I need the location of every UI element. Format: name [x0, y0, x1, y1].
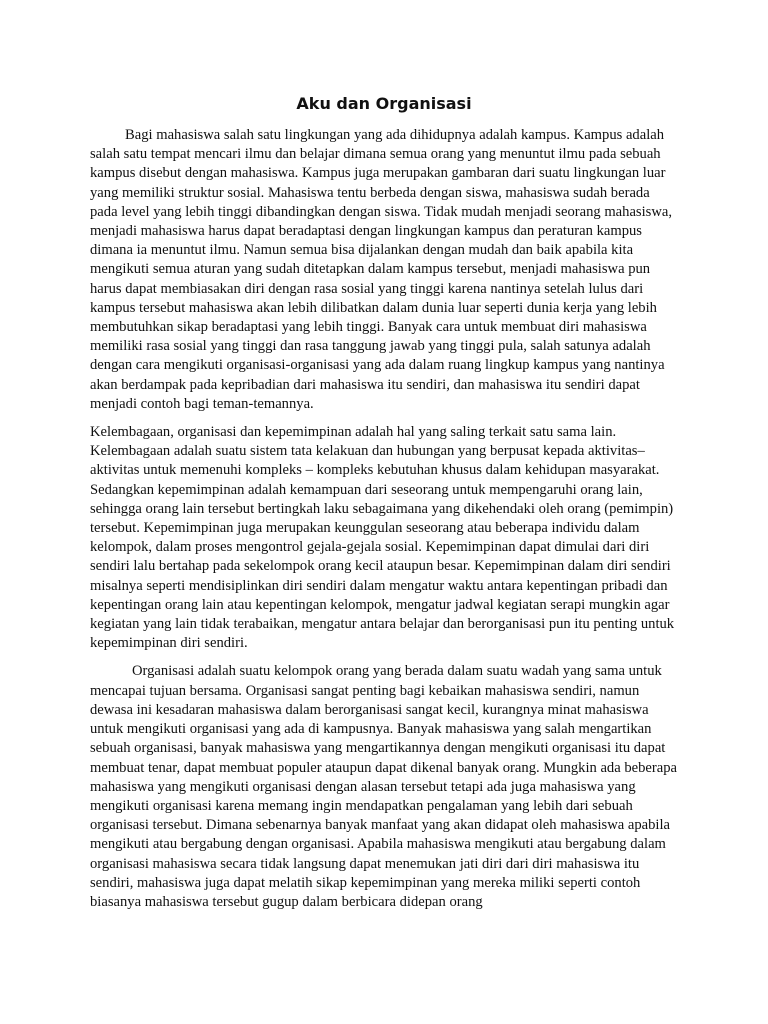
paragraph-1: Bagi mahasiswa salah satu lingkungan yang ada dihidupnya adalah kampus. Kampus adalah salah satu tempat mencari ilmu dan belajar dimana semua orang yang menuntut ilmu pada sebuah kampus disebut dengan mahasiswa. Kampus juga merupakan gambaran dari suatu lingkungan luar yang memiliki struktur sosial. Mahasiswa tentu berbeda dengan siswa, mahasiswa sudah berada pada level yang lebih tinggi dibandingkan dengan siswa. Tidak mudah menjadi seorang mahasiswa, menjadi mahasiswa harus dapat beradaptasi dengan lingkungan kampus dan peraturan kampus dimana ia menuntut ilmu. Namun semua bisa dijalankan dengan mudah dan baik apabila kita mengikuti semua aturan yang sudah ditetapkan dalam kampus tersebut, menjadi mahasiswa pun harus dapat membiasakan diri dengan rasa sosial yang tinggi karena nantinya setelah lulus dari kampus tersebut mahasiswa akan lebih dilibatkan dalam dunia luar seperti dunia kerja yang lebih membutuhkan sikap beradaptasi yang lebih tinggi. Banyak cara untuk membuat diri mahasiswa memiliki rasa sosial yang tinggi dan rasa tanggung jawab yang tinggi pula, salah satunya adalah dengan cara mengikuti organisasi-organisasi yang ada dalam ruang lingkup kampus yang nantinya akan berdampak pada kepribadian dari mahasiswa itu sendiri, dan mahasiswa itu sendiri dapat menjadi contoh bagi teman-temannya.: [90, 127, 673, 412]
paragraph-3: Organisasi adalah suatu kelompok orang yang berada dalam suatu wadah yang sama untuk mencapai tujuan bersama. Organisasi sangat penting bagi kebaikan mahasiswa sendiri, namun dewasa ini kesadaran mahasiswa dalam berorganisasi sangat kecil, kurangnya minat mahasiswa untuk mengikuti organisasi yang ada di kampusnya. Banyak mahasiswa yang salah mengartikan sebuah organisasi, banyak mahasiswa yang mengartikannya dengan mengikuti organisasi itu dapat membuat tenar, dapat membuat populer ataupun dapat dikenal banyak orang. Mungkin ada beberapa mahasiswa yang mengikuti organisasi dengan alasan tersebut tetapi ada juga mahasiswa yang mengikuti organisasi karena memang ingin mendapatkan pengalaman yang lebih dari sebuah organisasi tersebut. Dimana sebenarnya banyak manfaat yang akan didapat oleh mahasiswa apabila mengikuti atau bergabung dengan organisasi. Apabila mahasiswa mengikuti atau bergabung dalam organisasi mahasiswa secara tidak langsung dapat menemukan jati diri dari diri mahasiswa itu sendiri, mahasiswa juga dapat melatih sikap kepemimpinan yang mereka miliki seperti contoh biasanya mahasiswa tersebut gugup dalam berbicara didepan orang: [90, 663, 678, 910]
paragraph-2: Kelembagaan, organisasi dan kepemimpinan adalah hal yang saling terkait satu sama lain. Kelembagaan adalah suatu sistem tata kelakuan dan hubungan yang berpusat kepada aktivitas–aktivitas untuk memenuhi kompleks – kompleks kebutuhan khusus dalam kehidupan masyarakat. Sedangkan kepemimpinan adalah kemampuan dari seseorang untuk mempengaruhi orang lain, sehingga orang lain tersebut bertingkah laku sebagaimana yang dikehendaki oleh orang (pemimpin) tersebut. Kepemimpinan juga merupakan keunggulan seseorang atau beberapa individu dalam kelompok, dalam proses mengontrol gejala-gejala sosial. Kepemimpinan dapat dimulai dari diri sendiri lalu bertahap pada sekelompok orang kecil ataupun besar. Kepemimpinan dalam diri sendiri misalnya seperti mendisiplinkan diri sendiri dalam mengatur waktu antara kepentingan pribadi dan kepentingan orang lain atau kepentingan kelompok, mengatur jadwal kegiatan serapi mungkin agar kegiatan yang lain tidak terabaikan, mengatur antara belajar dan berorganisasi pun itu penting untuk kepemimpinan diri sendiri.: [90, 424, 675, 652]
document-title: Aku dan Organisasi: [296, 94, 472, 113]
document-body: [90, 126, 680, 921]
